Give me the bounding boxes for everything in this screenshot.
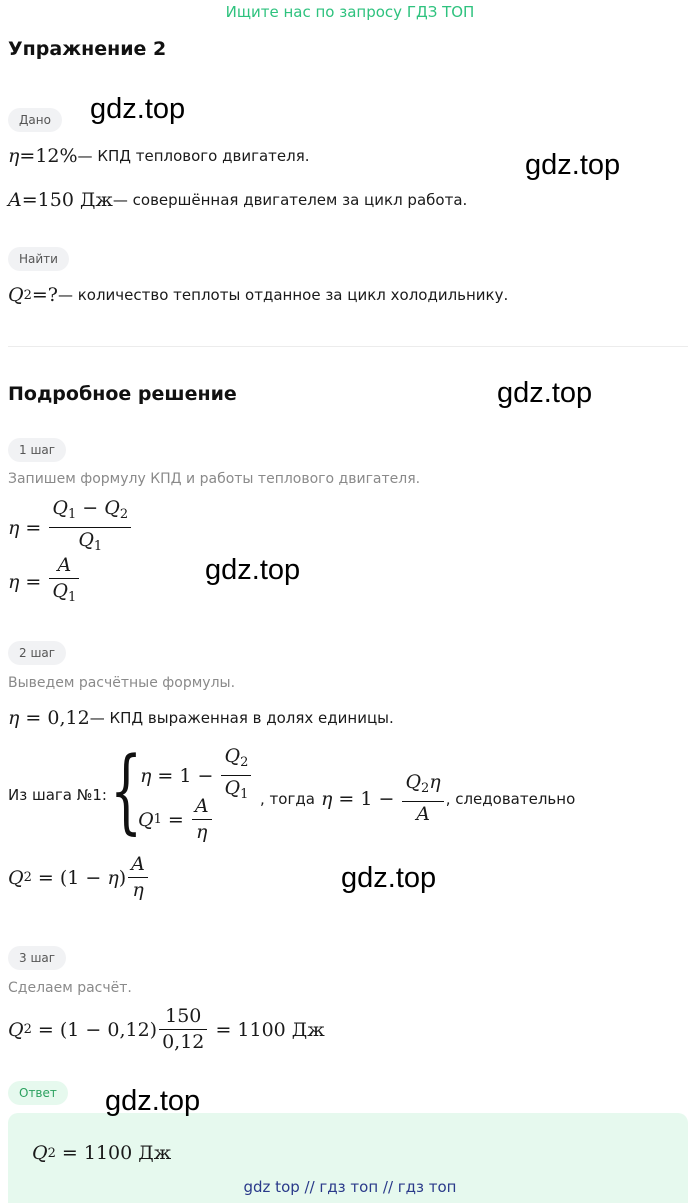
- given-line-1: η = 12% — КПД теплового двигателя.: [8, 145, 310, 167]
- watermark: gdz.top: [205, 554, 301, 586]
- calculation: Q 2 = (1 − 0,12 ) $\frac{150}{0,12}$ = 1100 Дж: [8, 1005, 325, 1053]
- footer-links[interactable]: gdz top // гдз топ // гдз топ: [243, 1178, 457, 1196]
- answer-badge: Ответ: [8, 1081, 68, 1105]
- system-eq-1: η = 1 − $\frac{Q_2}{Q_1}$: [140, 744, 253, 807]
- find-badge: Найти: [8, 247, 69, 271]
- solution-heading: Подробное решение: [8, 383, 237, 405]
- step-2-badge: 2 шаг: [8, 641, 66, 665]
- watermark: gdz.top: [497, 377, 593, 409]
- given-badge: Дано: [8, 108, 62, 132]
- watermark: gdz.top: [525, 149, 621, 181]
- search-banner[interactable]: Ищите нас по запросу ГДЗ ТОП: [225, 3, 475, 21]
- watermark: gdz.top: [341, 862, 437, 894]
- step-1-description: Запишем формулу КПД и работы теплового двигателя.: [8, 471, 421, 487]
- step-3-badge: 3 шаг: [8, 946, 66, 970]
- formula-efficiency-work: η = $\frac{A}{Q_1}$: [8, 553, 81, 610]
- efficiency-fraction-line: η = 0,12 — КПД выраженная в долях единицы.: [8, 707, 394, 729]
- eta-symbol: η: [8, 145, 20, 167]
- watermark: gdz.top: [90, 93, 186, 125]
- given-line-2: A = 150 Дж — совершённая двигателем за цикл работа.: [8, 189, 468, 211]
- from-step-label: Из шага №1:: [8, 786, 107, 804]
- work-value: 150 Дж: [37, 189, 113, 211]
- then-expression: , тогда η = 1 − $\frac{Q_2\eta}{A}$ , следовательно: [260, 771, 576, 826]
- system-brace: {: [110, 737, 143, 844]
- find-line: Q 2 =? — количество теплоты отданное за цикл холодильнику.: [8, 284, 509, 306]
- step-2-description: Выведем расчётные формулы.: [8, 675, 236, 691]
- page-title: Упражнение 2: [8, 38, 167, 60]
- formula-efficiency: η = $\frac{Q_1 - Q_2}{Q_1}$: [8, 496, 133, 559]
- divider: [8, 346, 688, 347]
- system-eq-2: Q 1 = $\frac{A}{\eta}$: [138, 794, 214, 845]
- answer-value: Q 2 = 1100 Дж: [32, 1142, 172, 1164]
- step-1-badge: 1 шаг: [8, 438, 66, 462]
- formula-q2: Q 2 = (1 − η ) $\frac{A}{\eta}$: [8, 852, 150, 903]
- work-symbol: A: [8, 189, 22, 211]
- efficiency-value: 12%: [35, 145, 78, 167]
- watermark: gdz.top: [105, 1085, 201, 1117]
- step-3-description: Сделаем расчёт.: [8, 980, 132, 996]
